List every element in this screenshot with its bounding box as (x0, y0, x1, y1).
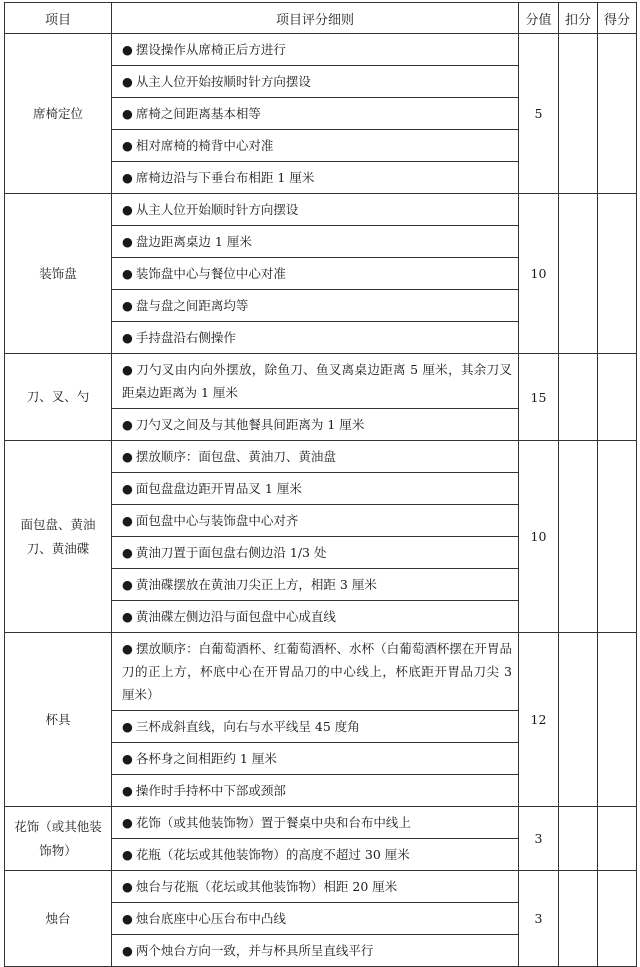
detail-text: 烛台底座中心压台布中凸线 (135, 911, 286, 926)
detail-cell (112, 34, 519, 66)
detail-text: 相对席椅的椅背中心对准 (135, 138, 274, 153)
section-name: 花饰（或其他装饰物） (5, 807, 112, 871)
detail-cell (112, 473, 519, 505)
bullet-icon: ● (122, 330, 133, 345)
bullet-icon: ● (122, 42, 133, 57)
detail-text: 席椅边沿与下垂台布相距 1 厘米 (135, 170, 315, 185)
deduct-cell[interactable] (559, 807, 598, 871)
table-row (5, 354, 637, 409)
section-name: 席椅定位 (5, 34, 112, 194)
bullet-icon: ● (122, 847, 133, 862)
detail-cell (112, 290, 519, 322)
detail-cell (112, 98, 519, 130)
detail-text: 两个烛台方向一致，并与杯具所呈直线平行 (135, 943, 374, 958)
bullet-icon: ● (122, 266, 133, 281)
score-value: 3 (519, 871, 559, 967)
score-value: 12 (519, 633, 559, 807)
detail-cell (112, 601, 519, 633)
detail-text: 黄油碟摆放在黄油刀尖正上方，相距 3 厘米 (135, 577, 377, 592)
detail-cell (112, 871, 519, 903)
detail-cell (112, 935, 519, 967)
detail-text: 装饰盘中心与餐位中心对准 (135, 266, 286, 281)
score-value: 10 (519, 194, 559, 354)
get-cell[interactable] (598, 807, 637, 871)
bullet-icon: ● (122, 362, 134, 377)
get-cell[interactable] (598, 194, 637, 354)
score-value: 5 (519, 34, 559, 194)
detail-cell (112, 130, 519, 162)
detail-cell (112, 711, 519, 743)
table-row (5, 871, 637, 903)
score-value: 3 (519, 807, 559, 871)
detail-cell (112, 162, 519, 194)
detail-text: 摆设操作从席椅正后方进行 (135, 42, 286, 57)
bullet-icon: ● (122, 417, 133, 432)
table-row (5, 194, 637, 226)
bullet-icon: ● (122, 911, 133, 926)
get-cell[interactable] (598, 441, 637, 633)
get-cell[interactable] (598, 871, 637, 967)
deduct-cell[interactable] (559, 34, 598, 194)
header-score: 分值 (519, 3, 559, 34)
detail-text: 摆放顺序：面包盘、黄油刀、黄油盘 (135, 449, 336, 464)
detail-text: 黄油碟左侧边沿与面包盘中心成直线 (135, 609, 336, 624)
deduct-cell[interactable] (559, 633, 598, 807)
detail-text: 刀勺叉之间及与其他餐具间距离为 1 厘米 (135, 417, 365, 432)
get-cell[interactable] (598, 354, 637, 441)
section-name: 面包盘、黄油刀、黄油碟 (5, 441, 112, 633)
section-name: 杯具 (5, 633, 112, 807)
bullet-icon: ● (122, 202, 133, 217)
detail-cell (112, 258, 519, 290)
detail-cell (112, 409, 519, 441)
table-row (5, 807, 637, 839)
score-value: 10 (519, 441, 559, 633)
detail-text: 面包盘中心与装饰盘中心对齐 (135, 513, 299, 528)
detail-cell (112, 839, 519, 871)
detail-text: 席椅之间距离基本相等 (135, 106, 261, 121)
detail-text: 盘与盘之间距离均等 (135, 298, 249, 313)
table-row (5, 633, 637, 711)
bullet-icon: ● (122, 234, 133, 249)
bullet-icon: ● (122, 879, 133, 894)
detail-cell (112, 569, 519, 601)
bullet-icon: ● (122, 513, 133, 528)
table-row (5, 34, 637, 66)
detail-cell (112, 633, 519, 711)
header-detail: 项目评分细则 (112, 3, 519, 34)
scoring-table (4, 2, 637, 967)
score-value: 15 (519, 354, 559, 441)
detail-cell (112, 537, 519, 569)
section-name: 装饰盘 (5, 194, 112, 354)
bullet-icon: ● (122, 577, 133, 592)
detail-cell (112, 441, 519, 473)
deduct-cell[interactable] (559, 354, 598, 441)
deduct-cell[interactable] (559, 871, 598, 967)
get-cell[interactable] (598, 633, 637, 807)
bullet-icon: ● (122, 481, 133, 496)
detail-cell (112, 743, 519, 775)
detail-text: 各杯身之间相距约 1 厘米 (135, 751, 277, 766)
bullet-icon: ● (122, 641, 133, 656)
bullet-icon: ● (122, 74, 133, 89)
header-deduct: 扣分 (559, 3, 598, 34)
detail-text: 烛台与花瓶（花坛或其他装饰物）相距 20 厘米 (135, 879, 398, 894)
detail-cell (112, 903, 519, 935)
scoring-table-container (4, 2, 637, 967)
detail-text: 手持盘沿右侧操作 (135, 330, 236, 345)
header-item: 项目 (5, 3, 112, 34)
bullet-icon: ● (122, 298, 133, 313)
detail-text: 从主人位开始顺时针方向摆设 (135, 202, 299, 217)
detail-text: 花瓶（花坛或其他装饰物）的高度不超过 30 厘米 (135, 847, 410, 862)
bullet-icon: ● (122, 943, 133, 958)
bullet-icon: ● (122, 719, 133, 734)
detail-text: 花饰（或其他装饰物）置于餐桌中央和台布中线上 (135, 815, 411, 830)
bullet-icon: ● (122, 106, 133, 121)
header-get: 得分 (598, 3, 637, 34)
bullet-icon: ● (122, 609, 133, 624)
get-cell[interactable] (598, 34, 637, 194)
header-row (5, 3, 637, 34)
section-name: 刀、叉、勺 (5, 354, 112, 441)
detail-cell (112, 505, 519, 537)
detail-text: 操作时手持杯中下部或颈部 (135, 783, 286, 798)
detail-cell (112, 354, 519, 409)
deduct-cell[interactable] (559, 194, 598, 354)
detail-text: 从主人位开始按顺时针方向摆设 (135, 74, 311, 89)
deduct-cell[interactable] (559, 441, 598, 633)
detail-text: 三杯成斜直线，向右与水平线呈 45 度角 (135, 719, 360, 734)
detail-cell (112, 807, 519, 839)
bullet-icon: ● (122, 545, 133, 560)
detail-text: 盘边距离桌边 1 厘米 (135, 234, 252, 249)
bullet-icon: ● (122, 138, 133, 153)
detail-cell (112, 775, 519, 807)
detail-cell (112, 66, 519, 98)
bullet-icon: ● (122, 751, 133, 766)
bullet-icon: ● (122, 783, 133, 798)
table-body (5, 34, 637, 967)
detail-cell (112, 322, 519, 354)
detail-text: 刀勺叉由内向外摆放，除鱼刀、鱼叉离桌边距离 5 厘米，其余刀叉距桌边距离为 1 厘米 (122, 362, 512, 400)
bullet-icon: ● (122, 170, 133, 185)
detail-text: 摆放顺序：白葡萄酒杯、红葡萄酒杯、水杯（白葡萄酒杯摆在开胃品刀的正上方，杯底中心在开胃品刀的中心线上，杯底距开胃品刀尖 3 厘米） (122, 641, 512, 702)
detail-text: 面包盘盘边距开胃品叉 1 厘米 (135, 481, 302, 496)
section-name: 烛台 (5, 871, 112, 967)
bullet-icon: ● (122, 449, 133, 464)
table-row (5, 441, 637, 473)
detail-text: 黄油刀置于面包盘右侧边沿 1/3 处 (135, 545, 327, 560)
detail-cell (112, 194, 519, 226)
bullet-icon: ● (122, 815, 133, 830)
detail-cell (112, 226, 519, 258)
